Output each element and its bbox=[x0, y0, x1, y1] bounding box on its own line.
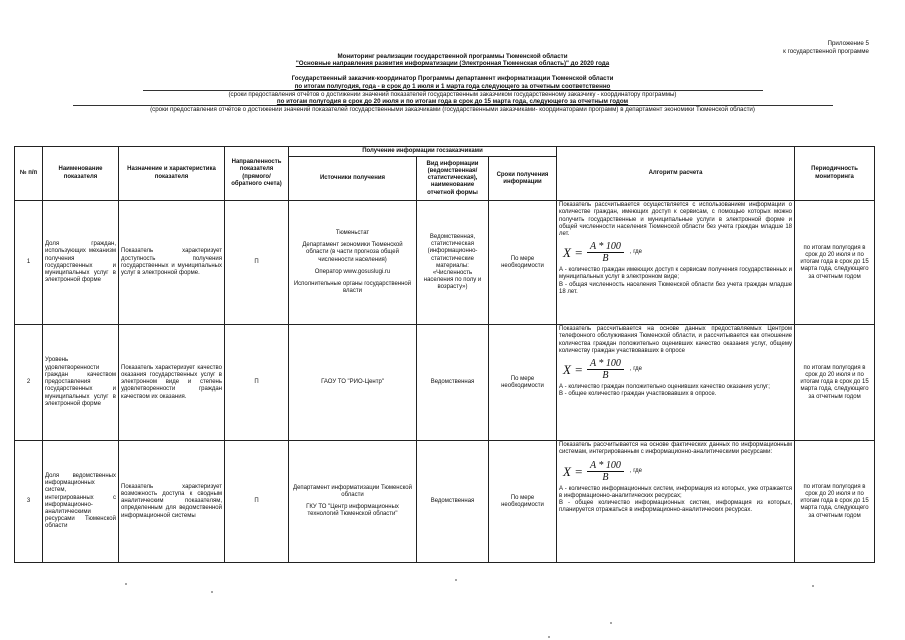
formula-fraction bbox=[587, 460, 624, 483]
formula-where: , где bbox=[629, 249, 643, 256]
header-purpose: Назначение и характеристика показателя bbox=[119, 147, 225, 201]
monitoring-periodicity: по итогам полугодия в срок до 20 июля и по итогам года в срок до 15 марта года, следующего за отчетным годом bbox=[795, 441, 875, 563]
customer-line: Государственный заказчик-координатор Программы департамент информатизации Тюменской области bbox=[291, 75, 614, 83]
indicator-name: Доля граждан, использующих механизм получения государственных и муниципальных услуг в электронной форме bbox=[43, 201, 119, 325]
indicator-name: Уровень удовлетворенности граждан качеством предоставления государственных и муниципальных услуг в электронной форме bbox=[43, 325, 119, 441]
document-title: Мониторинг реализации государственной программы Тюменской области bbox=[337, 53, 568, 60]
header-sources: Источники получения bbox=[289, 157, 417, 201]
info-terms: По мере необходимости bbox=[489, 201, 557, 325]
formula-lhs: X = bbox=[563, 463, 583, 479]
indicator-name: Доля ведомственных информационных систем, интегрированных с информационно-аналитическими ресурсами Тюменской области bbox=[43, 441, 119, 563]
info-terms: По мере необходимости bbox=[489, 441, 557, 563]
row-num: 3 bbox=[15, 441, 43, 563]
indicator-direction: П bbox=[225, 441, 289, 563]
algorithm-description: Показатель рассчитывается на основе данных предоставляемых Центром телефонного обслуживания Тюменской области, и рассчитывается как отношение количества граждан положительно оценивших качество оказания услуг, общему количеству граждан участвовавших в опросе bbox=[559, 326, 793, 354]
formula-where: , где bbox=[629, 467, 643, 474]
indicator-purpose: Показатель характеризует возможность доступа к сводным аналитическим показателям, определенным для ведомственной информационной системы bbox=[119, 441, 225, 563]
calculation-algorithm bbox=[557, 325, 795, 441]
header-terms: Сроки получения информации bbox=[489, 157, 557, 201]
formula-denominator: B bbox=[602, 253, 609, 265]
formula-lhs: X = bbox=[563, 245, 583, 261]
formula-lhs: X = bbox=[563, 361, 583, 377]
reporting-period: по итогам полугодия, года - в срок до 1 июля и 1 марта года следующего за отчетным соответственно bbox=[294, 82, 611, 90]
source-item: ГКУ ТО "Центр информационных технологий Тюменской области" bbox=[306, 504, 399, 518]
row-num: 2 bbox=[15, 325, 43, 441]
header-num: № п/п bbox=[15, 147, 43, 201]
info-sources bbox=[289, 325, 417, 441]
formula-denominator: B bbox=[602, 370, 609, 382]
algorithm-description: Показатель рассчитывается на основе фактических данных по информационным системам, интегрированным с информационно-аналитическими ресурсами: bbox=[559, 442, 793, 456]
calculation-algorithm bbox=[557, 201, 795, 325]
header-group: Получение информации госзаказчиками bbox=[289, 147, 557, 157]
source-item: Тюменьстат bbox=[335, 229, 370, 236]
formula-numerator: A * 100 bbox=[587, 358, 624, 370]
document-header bbox=[40, 53, 865, 113]
calculation-algorithm bbox=[557, 441, 795, 563]
info-sources bbox=[289, 441, 417, 563]
header-periodicity: Периодичность мониторинга bbox=[795, 147, 875, 201]
table-row bbox=[15, 201, 875, 325]
formula-numerator: A * 100 bbox=[587, 241, 624, 253]
source-item: Департамент информатизации Тюменской области bbox=[293, 484, 412, 498]
algorithm-variables: А - количество граждан положительно оценивших качество оказания услуг; В - общее количество граждан участвовавших в опросе. bbox=[559, 384, 770, 398]
formula-fraction bbox=[587, 358, 624, 381]
source-item: ГАОУ ТО "РИО-Центр" bbox=[321, 379, 384, 386]
appendix-line-1: Приложение 5 bbox=[827, 40, 869, 47]
formula bbox=[563, 241, 792, 264]
info-type: Ведомственная bbox=[417, 325, 489, 441]
source-item: Департамент экономики Тюменской области (в части прогноза общей численности населения) bbox=[302, 242, 403, 263]
monitoring-table bbox=[14, 146, 875, 563]
header-algorithm: Алгоритм расчета bbox=[557, 147, 795, 201]
algorithm-description: Показатель рассчитывается осуществляется с использованием информации о количестве граждан, имеющих доступ к сервисам, с помощью которых можно получить государственные и муниципальные услуги в электронной форме и общей численности населения Тюменской области без учета граждан младше 18 лет. bbox=[559, 202, 793, 238]
info-type: Ведомственная bbox=[417, 441, 489, 563]
reporting-note-2: (сроки предоставления отчётов о достижении значений показателей государственными заказчиками (государственными заказчиками- координаторами программ) в департамент экономики Тюменской области) bbox=[150, 106, 755, 114]
header-direction: Направленность показателя (прямого/обратного счета) bbox=[225, 147, 289, 201]
algorithm-variables: А - количество граждан имеющих доступ к сервисам получения государственных и муниципальных услуг в электронном виде; В - общая численность населения Тюменской области без учета граждан младше 18 лет. bbox=[559, 267, 793, 295]
indicator-direction: П bbox=[225, 325, 289, 441]
info-terms: По мере необходимости bbox=[489, 325, 557, 441]
formula-denominator: B bbox=[602, 471, 609, 483]
reporting-period-2: по итогам полугодия в срок до 20 июля и по итогам года в срок до 15 марта года, следующего за отчетным годом bbox=[276, 98, 629, 106]
formula bbox=[563, 358, 792, 381]
row-num: 1 bbox=[15, 201, 43, 325]
program-name: "Основные направления развития информатизации (Электронная Тюменская область)" до 2020 года bbox=[295, 60, 610, 68]
source-item: Оператор www.gosuslugi.ru bbox=[314, 268, 391, 275]
table-row bbox=[15, 325, 875, 441]
reporting-note-1: (сроки предоставления отчётов о достижении значений показателей государственным заказчиком государственному заказчику - координатору программы) bbox=[228, 90, 677, 98]
formula bbox=[563, 460, 792, 483]
formula-fraction bbox=[587, 241, 624, 264]
indicator-purpose: Показатель характеризует доступность получения государственных и муниципальных услуг в электронной форме. bbox=[119, 201, 225, 325]
monitoring-periodicity: по итогам полугодия в срок до 20 июля и по итогам года в срок до 15 марта года, следующего за отчетным годом bbox=[795, 201, 875, 325]
header-name: Наименование показателя bbox=[43, 147, 119, 201]
header-infotype: Вид информации (ведомственная/ статистическая), наименование отчетной формы bbox=[417, 157, 489, 201]
formula-numerator: A * 100 bbox=[587, 460, 624, 472]
appendix-line-2: к государственной программе bbox=[783, 47, 869, 55]
info-sources bbox=[289, 201, 417, 325]
info-type: Ведомственная, статистическая (информационно-статистические материалы: «Численность населения по полу и возрасту») bbox=[417, 201, 489, 325]
table-row bbox=[15, 441, 875, 563]
indicator-direction: П bbox=[225, 201, 289, 325]
monitoring-periodicity: по итогам полугодия в срок до 20 июля и по итогам года в срок до 15 марта года, следующего за отчетным годом bbox=[795, 325, 875, 441]
algorithm-variables: А - количество информационных систем, информация из которых, уже отражается в информационно-аналитических ресурсах; В - общее количество информационных систем, информация из которых, планируется отражаться в информационно-аналитических ресурсах. bbox=[559, 485, 793, 514]
source-item: Исполнительные органы государственной власти bbox=[293, 281, 412, 295]
indicator-purpose: Показатель характеризует качество оказания государственных услуг в электронном виде и степень удовлетворенности граждан качеством их оказания. bbox=[119, 325, 225, 441]
formula-where: , где bbox=[629, 365, 643, 372]
